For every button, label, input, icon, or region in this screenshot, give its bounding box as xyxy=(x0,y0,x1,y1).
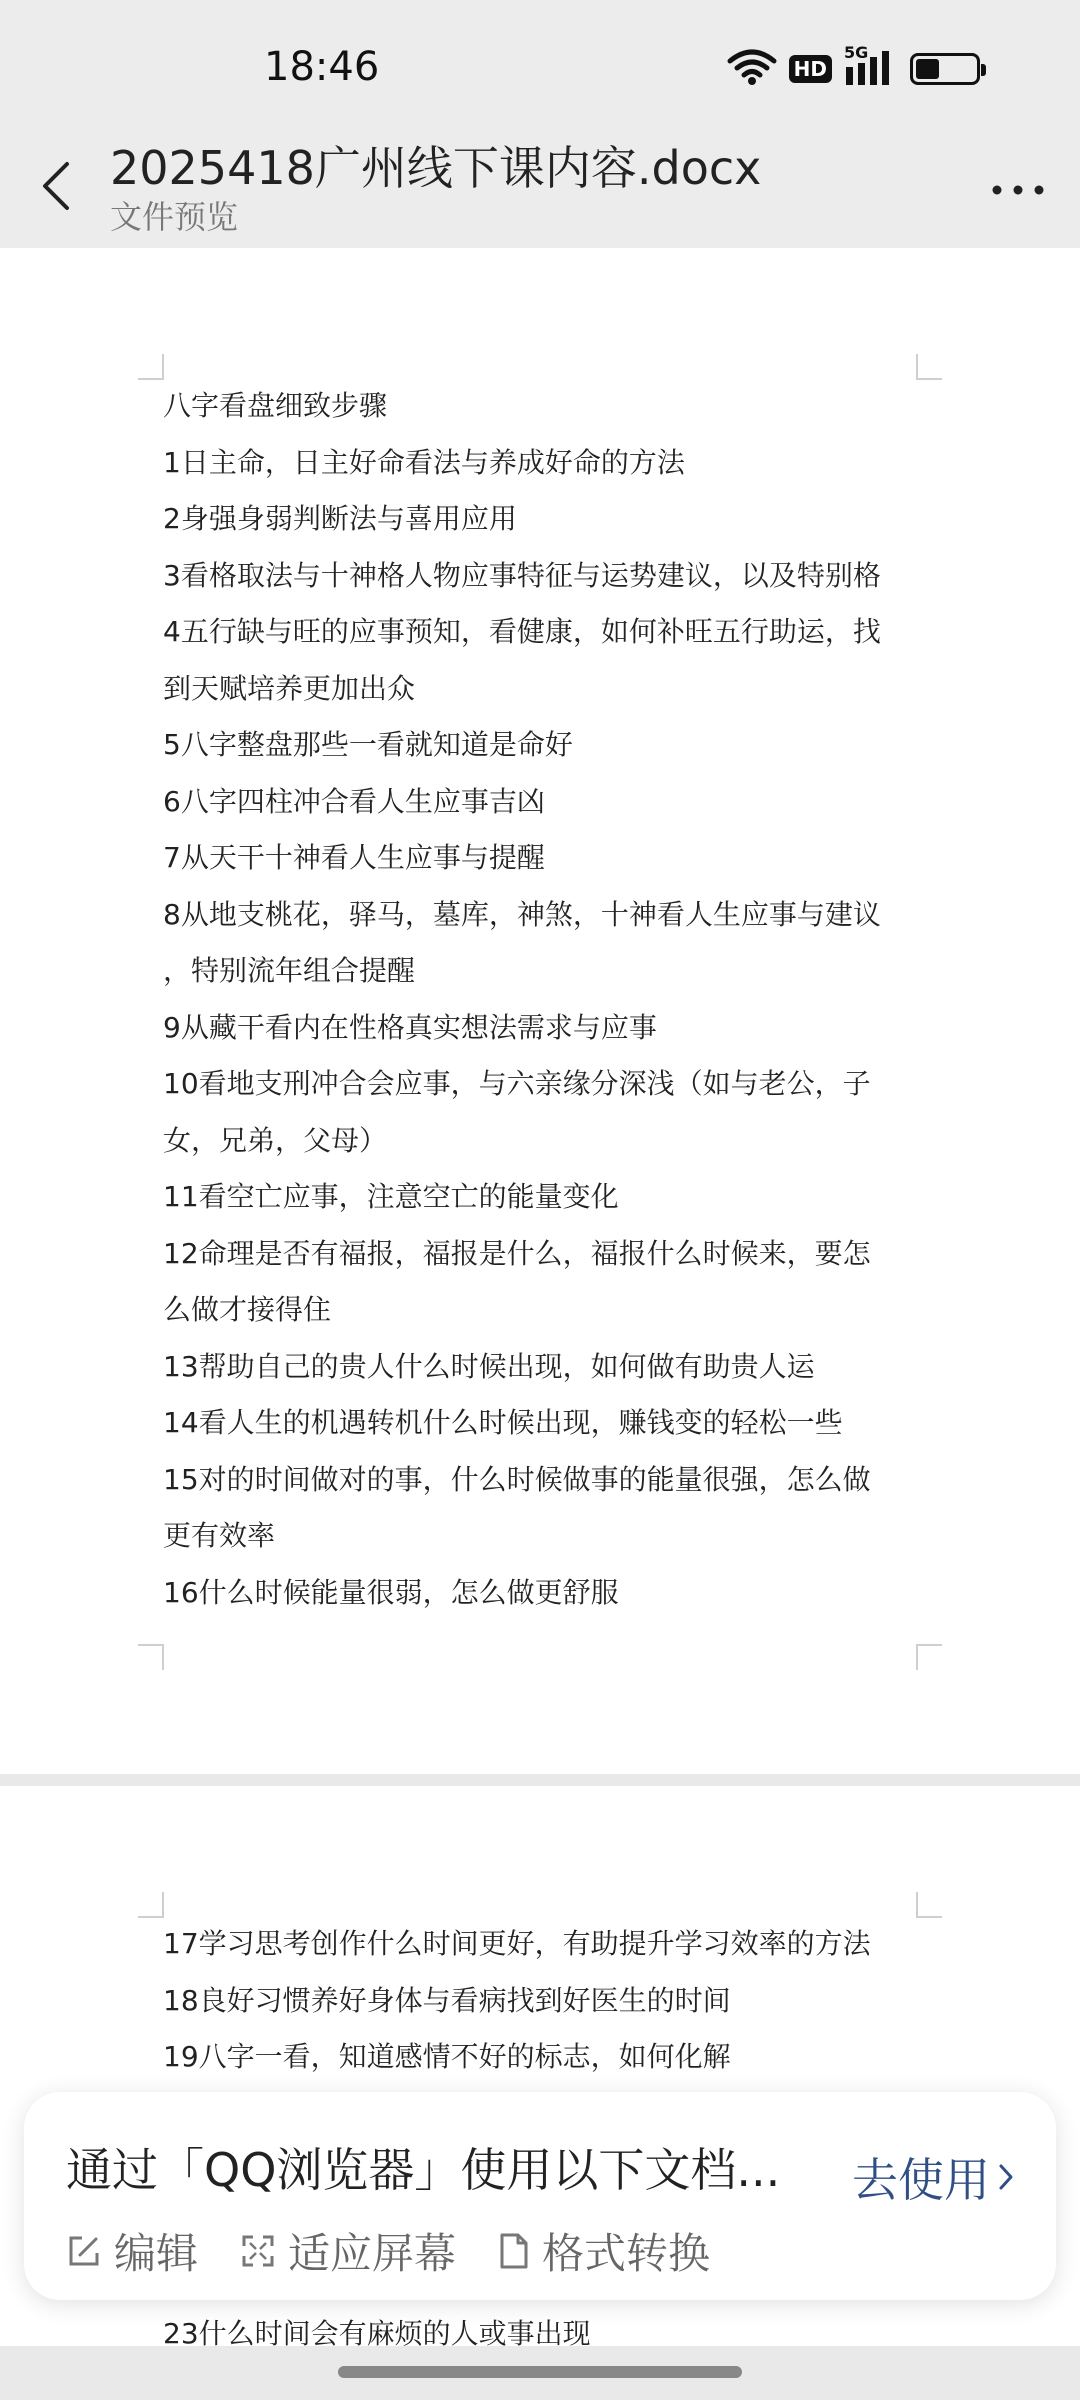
doc-line: 八字看盘细致步骤 xyxy=(163,389,388,422)
home-indicator[interactable] xyxy=(338,2366,742,2378)
page-corner-mark xyxy=(138,1892,164,1918)
doc-line: 更有效率 xyxy=(163,1519,276,1552)
status-bar xyxy=(0,0,1080,140)
use-button-label: 去使用 xyxy=(852,2153,990,2207)
doc-line: 5八字整盘那些一看就知道是命好 xyxy=(163,728,573,761)
page-corner-mark xyxy=(916,354,942,380)
fit-screen-action[interactable] xyxy=(240,2216,456,2286)
doc-line: 么做才接得住 xyxy=(163,1293,332,1326)
status-icons xyxy=(727,43,980,90)
doc-line: 1日主命，日主好命看法与养成好命的方法 xyxy=(163,445,685,479)
page-corner-mark xyxy=(138,1644,164,1670)
doc-line: 23什么时间会有麻烦的人或事出现 xyxy=(163,2317,591,2350)
doc-line: 8从地支桃花，驿马，墓库，神煞，十神看人生应事与建议 xyxy=(163,897,881,931)
page-corner-mark xyxy=(916,1644,942,1670)
more-icon xyxy=(992,185,1044,195)
hd-badge: HD xyxy=(789,55,832,83)
fit-screen-action-label: 适应屏幕 xyxy=(288,2229,457,2278)
doc-line: 19八字一看，知道感情不好的标志，如何化解 xyxy=(163,2040,731,2073)
document-title: 2025418广州线下课内容.docx xyxy=(110,141,762,195)
format-convert-action-label: 格式转换 xyxy=(542,2229,711,2278)
battery-level xyxy=(916,59,939,79)
document-page-1[interactable] xyxy=(0,248,1080,1774)
more-options-button[interactable] xyxy=(982,160,1054,220)
document-subtitle: 文件预览 xyxy=(110,198,239,236)
banner-message: 通过「QQ浏览器」使用以下文档... xyxy=(66,2143,781,2197)
doc-line: 到天赋培养更加出众 xyxy=(163,671,416,705)
doc-line: 16什么时候能量很弱，怎么做更舒服 xyxy=(163,1575,619,1609)
doc-line: 3看格取法与十神格人物应事特征与运势建议，以及特别格 xyxy=(163,558,881,592)
document-text xyxy=(163,378,933,1621)
doc-line: 13帮助自己的贵人什么时候出现，如何做有助贵人运 xyxy=(163,1349,815,1383)
doc-line: 6八字四柱冲合看人生应事吉凶 xyxy=(163,784,545,818)
edit-action[interactable] xyxy=(66,2216,198,2286)
doc-line: 女，兄弟，父母） xyxy=(163,1123,388,1157)
back-button[interactable] xyxy=(28,146,84,226)
doc-line: 7从天干十神看人生应事与提醒 xyxy=(163,841,545,874)
edit-icon xyxy=(66,2233,102,2269)
doc-line: 12命理是否有福报，福报是什么，福报什么时候来，要怎 xyxy=(163,1236,871,1270)
chevron-left-icon xyxy=(41,161,71,211)
doc-line: 2身强身弱判断法与喜用应用 xyxy=(163,502,517,535)
doc-line: 15对的时间做对的事，什么时候做事的能量很强，怎么做 xyxy=(163,1462,871,1496)
doc-line: 11看空亡应事，注意空亡的能量变化 xyxy=(163,1180,619,1213)
doc-line: 17学习思考创作什么时间更好，有助提升学习效率的方法 xyxy=(163,1927,871,1960)
battery-icon xyxy=(910,53,980,85)
page-corner-mark xyxy=(916,1892,942,1918)
doc-line: 18良好习惯养好身体与看病找到好医生的时间 xyxy=(163,1983,731,2017)
doc-line: 14看人生的机遇转机什么时候出现，赚钱变的轻松一些 xyxy=(163,1406,843,1439)
banner-actions xyxy=(66,2216,710,2286)
doc-line: 10看地支刑冲合会应事，与六亲缘分深浅（如与老公，子 xyxy=(163,1067,871,1100)
signal-icon xyxy=(844,43,898,89)
edit-action-label: 编辑 xyxy=(114,2229,199,2278)
app-header xyxy=(0,140,1080,248)
document-icon xyxy=(498,2232,530,2270)
status-time: 18:46 xyxy=(264,44,380,90)
fit-screen-icon xyxy=(240,2233,276,2269)
use-button[interactable] xyxy=(852,2144,1014,2210)
page-corner-mark xyxy=(138,354,164,380)
chevron-right-icon xyxy=(998,2163,1014,2191)
document-text xyxy=(163,1916,933,2086)
wifi-icon xyxy=(727,48,777,90)
doc-line: 4五行缺与旺的应事预知，看健康，如何补旺五行助运，找 xyxy=(163,615,881,648)
doc-line: 9从藏干看内在性格真实想法需求与应事 xyxy=(163,1010,657,1044)
doc-line: ，特别流年组合提醒 xyxy=(163,954,416,987)
format-convert-action[interactable] xyxy=(498,2216,710,2286)
network-type-label: 5G xyxy=(844,43,869,62)
open-with-banner[interactable] xyxy=(24,2092,1056,2300)
